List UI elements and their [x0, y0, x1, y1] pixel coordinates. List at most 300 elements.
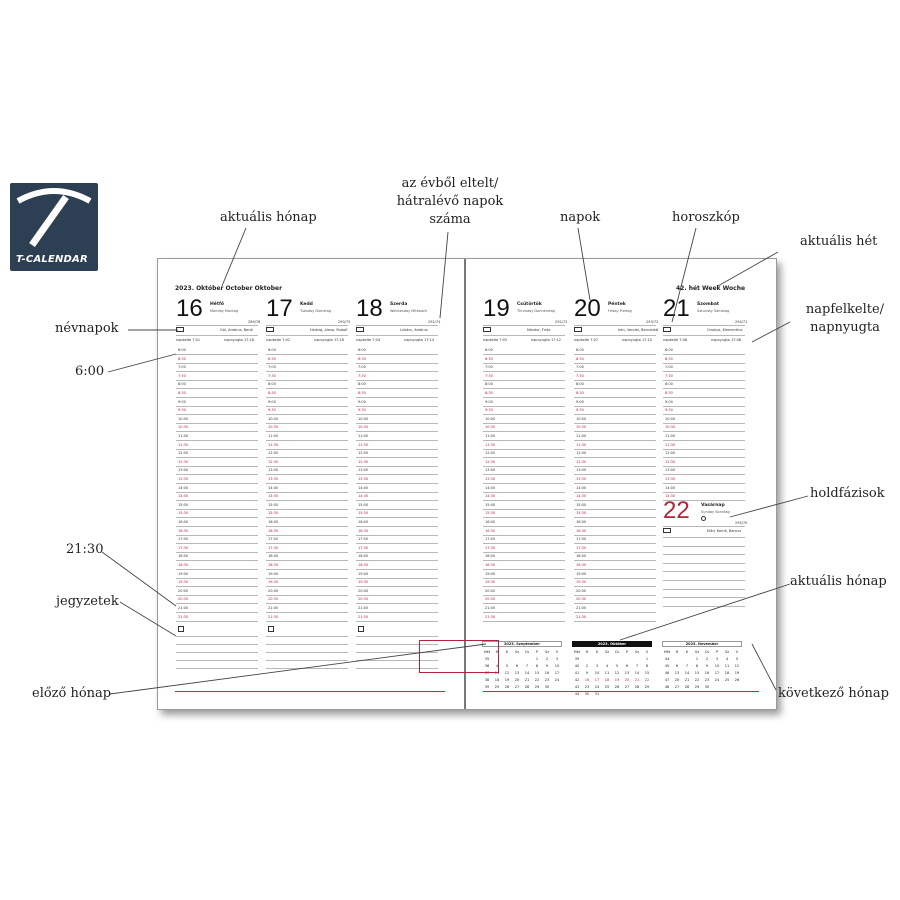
hour-label: 15:30: [358, 511, 369, 516]
hour-label: 8:00: [178, 382, 186, 387]
mini-calendar-day[interactable]: 30: [704, 685, 710, 689]
mini-calendar-day[interactable]: 12: [614, 671, 620, 675]
label-aktualis-honap: aktuális hónap: [220, 210, 317, 225]
mini-calendar-day[interactable]: 47: [664, 678, 670, 682]
mini-calendar-day[interactable]: 41: [574, 671, 580, 675]
mini-calendar-day[interactable]: 35: [484, 657, 490, 661]
label-napfelkelte-1: napfelkelte/: [805, 302, 885, 317]
hour-label: 10:30: [268, 425, 279, 430]
logo-text: T-CALENDAR: [16, 254, 88, 265]
label-aktualis-honap-2: aktuális hónap: [790, 574, 887, 589]
hour-label: 21:30: [576, 614, 587, 619]
mini-calendar-day[interactable]: 23: [544, 678, 550, 682]
hour-label: 14:30: [178, 494, 189, 499]
hour-label: 13:30: [485, 477, 496, 481]
mini-calendar-day[interactable]: 5: [735, 657, 739, 661]
mini-calendar-day[interactable]: 5: [615, 664, 619, 668]
hour-label: 12:00: [485, 451, 496, 456]
mini-calendar-day[interactable]: 18: [604, 678, 610, 682]
hour-label: 11:00: [576, 434, 587, 438]
hour-label: 12:30: [485, 459, 496, 464]
mini-calendar-day[interactable]: 14: [684, 671, 690, 675]
mini-calendar-weekday: Hét: [573, 650, 581, 654]
hour-label: 7:30: [268, 373, 276, 378]
hour-label: 12:00: [358, 451, 369, 456]
hour-label: 18:00: [358, 554, 369, 559]
leader-jegyzetek: [120, 602, 176, 636]
day-count: 292/73: [555, 320, 568, 324]
hour-label: 11:00: [485, 434, 496, 438]
hour-label: 8:30: [576, 391, 584, 395]
day-number: 20: [574, 295, 601, 322]
label-6-00: 6:00: [75, 364, 105, 379]
mini-calendar-day[interactable]: 13: [624, 671, 630, 675]
sunset: napnyugta 17:10: [622, 338, 653, 342]
day-name-translation: Wednesday Mittwoch: [390, 309, 428, 313]
mini-calendar-day[interactable]: 2: [545, 657, 549, 661]
hour-label: 15:00: [576, 502, 587, 507]
mini-calendar-day[interactable]: 42: [574, 678, 580, 682]
hour-label: 19:00: [268, 571, 279, 576]
hour-label: 9:00: [178, 399, 186, 404]
hour-label: 18:30: [268, 563, 279, 567]
hour-label: 8:00: [665, 382, 673, 387]
hour-label: 6:30: [665, 356, 673, 361]
label-napok: napok: [560, 210, 601, 225]
label-kovetkezo-honap: következő hónap: [778, 686, 889, 701]
hour-label: 7:00: [665, 365, 673, 370]
mini-calendar-title: 2023. November: [662, 641, 742, 647]
hour-label: 8:30: [665, 391, 673, 395]
hour-label: 10:30: [576, 425, 587, 430]
hour-label: 11:00: [178, 434, 189, 438]
mini-calendar-day[interactable]: 37: [484, 671, 490, 675]
hour-label: 18:30: [485, 563, 496, 567]
mini-calendar-day[interactable]: 30: [544, 685, 550, 689]
hour-label: 6:00: [576, 348, 584, 352]
mini-calendar-day[interactable]: 5: [505, 664, 509, 668]
name-days: Lukács, Ambrus: [400, 328, 428, 332]
hour-label: 12:00: [178, 451, 189, 456]
hour-label: 16:00: [268, 520, 279, 524]
hour-label: 16:30: [178, 528, 189, 533]
hour-label: 20:30: [268, 597, 279, 602]
hour-label: 18:30: [178, 563, 189, 567]
mini-calendar-weekday: K: [685, 650, 689, 654]
day-name-translation: Saturday Samstag: [697, 309, 730, 313]
hour-label: 19:00: [485, 571, 496, 576]
mini-calendar-day[interactable]: 8: [645, 664, 649, 668]
day-name-translation: Tuesday Dienstag: [300, 309, 331, 313]
hour-label: 8:00: [358, 382, 366, 387]
label-jegyzetek: jegyzetek: [56, 594, 119, 609]
mini-calendar-weekday: V: [555, 650, 559, 654]
sunday-name: Vasárnap: [701, 503, 725, 508]
day-count: 289/76: [248, 320, 261, 324]
mini-calendar-day[interactable]: 27: [514, 685, 520, 689]
mini-calendar-day[interactable]: 9: [585, 671, 589, 675]
mini-calendar-day[interactable]: 11: [494, 671, 500, 675]
mini-calendar-day[interactable]: 21: [524, 678, 530, 682]
hour-label: 16:00: [358, 520, 369, 524]
label-elozo-honap: előző hónap: [32, 686, 112, 701]
hour-label: 15:30: [485, 511, 496, 516]
mini-calendar-day[interactable]: 24: [594, 685, 600, 689]
label-evbol-2: hátralévő napok: [396, 194, 504, 209]
mini-calendar-day[interactable]: 18: [724, 671, 730, 675]
hour-label: 7:30: [358, 373, 366, 378]
mini-calendar-day[interactable]: 17: [594, 678, 600, 682]
mini-calendar-day[interactable]: 3: [715, 657, 719, 661]
sunrise: napkelte 7:01: [176, 338, 201, 342]
hour-label: 6:30: [268, 356, 276, 361]
hour-label: 14:00: [485, 485, 496, 490]
mini-calendar-day[interactable]: 29: [694, 685, 700, 689]
day-number: 16: [176, 295, 203, 322]
mini-calendar-day[interactable]: 13: [674, 671, 680, 675]
mini-calendar-day[interactable]: 1: [645, 657, 649, 661]
mini-calendar-day[interactable]: 17: [714, 671, 720, 675]
mini-calendar-day[interactable]: 38: [484, 678, 490, 682]
mini-calendar-day[interactable]: 26: [614, 685, 620, 689]
hour-label: 15:00: [178, 502, 189, 507]
hour-label: 9:00: [576, 399, 584, 404]
hour-label: 10:00: [358, 416, 369, 421]
mini-calendar-day[interactable]: 4: [605, 664, 609, 668]
hour-label: 20:30: [358, 597, 369, 602]
mini-calendar-day[interactable]: 17: [554, 671, 560, 675]
name-days: Gál, Ambrus, Benő: [220, 328, 253, 332]
hour-label: 8:30: [268, 391, 276, 395]
hour-label: 21:00: [178, 606, 189, 610]
day-name: Csütörtök: [517, 302, 542, 307]
hour-label: 11:00: [358, 434, 369, 438]
mini-calendar-day[interactable]: 16: [584, 678, 590, 682]
mini-calendar-day[interactable]: 9: [705, 664, 709, 668]
mini-calendar-weekday: Cs: [704, 650, 710, 654]
mini-calendar-day[interactable]: 26: [504, 685, 510, 689]
mini-calendar-day[interactable]: 7: [685, 664, 689, 668]
hour-label: 7:00: [576, 365, 584, 370]
mini-calendar-weekday: Cs: [524, 650, 530, 654]
mini-calendar-weekday: P: [715, 650, 719, 654]
hour-label: 16:00: [485, 520, 496, 524]
mini-calendar-day[interactable]: 2: [705, 657, 709, 661]
hour-label: 14:00: [178, 485, 189, 490]
mini-calendar-day[interactable]: 7: [525, 664, 529, 668]
hour-label: 7:30: [665, 373, 673, 378]
hour-label: 10:00: [268, 416, 279, 421]
mini-calendar-day[interactable]: 19: [614, 678, 620, 682]
hour-label: 11:30: [268, 442, 279, 447]
mini-calendar-day[interactable]: 14: [524, 671, 530, 675]
hour-label: 14:00: [268, 485, 279, 490]
mini-calendar-weekday: K: [595, 650, 599, 654]
day-number: 17: [266, 295, 293, 322]
hour-label: 21:30: [178, 614, 189, 619]
hour-label: 13:00: [485, 468, 496, 473]
sunday-count: 295/70: [735, 521, 748, 525]
mini-calendar-day[interactable]: 22: [694, 678, 700, 682]
day-name: Péntek: [608, 302, 626, 307]
leader-aktualis-het: [718, 252, 778, 286]
mini-calendar-day[interactable]: 39: [574, 657, 580, 661]
hour-label: 17:00: [268, 537, 279, 542]
hour-label: 6:30: [485, 356, 493, 361]
hour-label: 6:00: [268, 348, 276, 352]
mini-calendar-day[interactable]: 28: [524, 685, 530, 689]
hour-label: 16:30: [358, 528, 369, 533]
mini-calendar-day[interactable]: 16: [544, 671, 550, 675]
hour-label: 17:00: [576, 537, 587, 542]
label-evbol-1: az évből eltelt/: [401, 176, 499, 191]
mini-calendar-day[interactable]: 23: [584, 685, 590, 689]
hour-label: 17:00: [485, 537, 496, 542]
mini-calendar-day[interactable]: 31: [594, 692, 600, 696]
label-napfelkelte-2: napnyugta: [810, 320, 880, 335]
hour-label: 20:30: [485, 597, 496, 602]
leader-aktualis-honap: [222, 228, 246, 286]
mini-calendar-day[interactable]: 19: [504, 678, 510, 682]
label-nevnapok: névnapok: [55, 321, 119, 336]
mini-calendar-day[interactable]: 44: [574, 692, 580, 696]
hour-label: 18:00: [268, 554, 279, 559]
hour-label: 17:30: [576, 545, 587, 550]
mini-calendar-day[interactable]: 6: [625, 664, 629, 668]
leader-evbol: [440, 232, 448, 318]
mini-calendar-day[interactable]: 18: [494, 678, 500, 682]
mini-calendar-weekday: Sz: [604, 650, 610, 654]
mini-calendar-day[interactable]: 4: [725, 657, 729, 661]
day-number: 21: [663, 295, 690, 322]
mini-calendar-day[interactable]: 30: [584, 692, 590, 696]
mini-calendar-weekday: Hét: [483, 650, 491, 654]
hour-label: 10:00: [178, 416, 189, 421]
label-holdfazisok: holdfázisok: [810, 486, 885, 501]
mini-calendar-day[interactable]: 19: [734, 671, 740, 675]
hour-label: 12:30: [576, 459, 587, 464]
label-evbol-3: száma: [429, 212, 471, 227]
hour-label: 6:30: [358, 356, 366, 361]
mini-calendar-day[interactable]: 12: [734, 664, 740, 668]
hour-label: 12:00: [665, 451, 676, 456]
leader-holdfazisok: [730, 496, 808, 517]
mini-calendar-day[interactable]: 22: [534, 678, 540, 682]
hour-label: 11:30: [485, 442, 496, 447]
hour-label: 16:30: [485, 528, 496, 533]
leader-napok: [578, 228, 590, 300]
hour-label: 6:30: [576, 356, 584, 361]
mini-calendar-day[interactable]: 46: [664, 671, 670, 675]
mini-calendar-day[interactable]: 10: [714, 664, 720, 668]
sunset: napnyugta 17:08: [711, 338, 742, 342]
hour-label: 9:30: [178, 408, 186, 413]
hour-label: 18:30: [576, 563, 587, 567]
mini-calendar-weekday: P: [625, 650, 629, 654]
hour-label: 6:00: [178, 348, 186, 352]
mini-calendar-day[interactable]: 29: [644, 685, 650, 689]
hour-label: 7:00: [268, 365, 276, 370]
hour-label: 6:00: [665, 348, 673, 352]
mini-calendar-day[interactable]: 24: [714, 678, 720, 682]
mini-calendar-day[interactable]: 15: [694, 671, 700, 675]
hour-label: 15:00: [485, 502, 496, 507]
hour-label: 9:30: [358, 408, 366, 413]
mini-calendar-day[interactable]: 24: [554, 678, 560, 682]
mini-calendar-day[interactable]: 3: [555, 657, 559, 661]
hour-label: 11:30: [576, 442, 587, 447]
mini-calendar-day[interactable]: 45: [664, 664, 670, 668]
hour-label: 18:00: [576, 554, 587, 559]
day-name: Hétfő: [210, 302, 225, 307]
mini-calendar-day[interactable]: 40: [574, 664, 580, 668]
hour-label: 20:30: [178, 597, 189, 602]
mini-calendar-day[interactable]: 6: [675, 664, 679, 668]
leader-napfelkelte: [752, 322, 790, 342]
hour-label: 10:30: [485, 425, 496, 430]
mini-calendar-day[interactable]: 44: [664, 657, 670, 661]
mini-calendar-day[interactable]: 1: [535, 657, 539, 661]
hour-label: 21:30: [358, 614, 369, 619]
mini-calendar-day[interactable]: 23: [704, 678, 710, 682]
hour-label: 19:30: [178, 580, 189, 585]
mini-calendar-day[interactable]: 11: [724, 664, 730, 668]
name-days: Orsolya, Klementina: [707, 328, 743, 332]
mini-calendar-day[interactable]: 26: [734, 678, 740, 682]
hour-label: 14:00: [576, 485, 587, 490]
hour-label: 13:00: [268, 468, 279, 473]
hour-label: 14:00: [665, 485, 676, 490]
mini-calendar-day[interactable]: 25: [604, 685, 610, 689]
mini-calendar-day[interactable]: 14: [634, 671, 640, 675]
name-days: Hedvig, Alexa, Rudolf: [310, 328, 348, 332]
mini-calendar-day[interactable]: 25: [494, 685, 500, 689]
mini-calendar-day[interactable]: 13: [514, 671, 520, 675]
sunset: napnyugta 17:12: [531, 338, 562, 342]
mini-calendar-day[interactable]: 28: [684, 685, 690, 689]
hour-label: 7:00: [178, 365, 186, 370]
mini-calendar-day[interactable]: 4: [495, 664, 499, 668]
mini-calendar-day[interactable]: 20: [674, 678, 680, 682]
mini-calendar-day[interactable]: 43: [574, 685, 580, 689]
hour-label: 17:00: [178, 537, 189, 542]
mini-calendar-title: 2023. Október: [572, 641, 652, 647]
mini-calendar-day[interactable]: 21: [634, 678, 640, 682]
hour-label: 17:30: [268, 545, 279, 550]
label-aktualis-het: aktuális hét: [800, 234, 878, 249]
hour-label: 15:00: [358, 502, 369, 507]
hour-label: 8:00: [268, 382, 276, 387]
mini-calendar-day[interactable]: 15: [644, 671, 650, 675]
hour-label: 14:00: [358, 485, 369, 490]
day-count: 290/75: [338, 320, 351, 324]
sunday-number: 22: [663, 497, 690, 524]
sunset: napnyugta 17:14: [404, 338, 435, 342]
mini-calendar-day[interactable]: 9: [545, 664, 549, 668]
mini-calendar-day[interactable]: 29: [534, 685, 540, 689]
hour-label: 9:00: [268, 399, 276, 404]
mini-calendar-day[interactable]: 10: [594, 671, 600, 675]
hour-label: 12:30: [358, 459, 369, 464]
hour-label: 7:30: [178, 373, 186, 378]
hour-label: 15:30: [178, 511, 189, 516]
hour-label: 10:00: [576, 416, 587, 421]
mini-calendar-day[interactable]: 8: [695, 664, 699, 668]
hour-label: 10:30: [178, 425, 189, 430]
hour-label: 12:00: [576, 451, 587, 456]
hour-label: 13:30: [576, 477, 587, 481]
mini-calendar-day[interactable]: 12: [504, 671, 510, 675]
hour-label: 20:00: [268, 588, 279, 593]
sunrise: napkelte 7:08: [663, 338, 688, 342]
hour-label: 21:00: [268, 606, 279, 610]
mini-calendar-weekday: Hét: [663, 650, 671, 654]
hour-label: 13:00: [665, 468, 676, 473]
hour-label: 10:30: [665, 425, 676, 430]
hour-label: 7:30: [485, 373, 493, 378]
hour-label: 19:00: [178, 571, 189, 576]
mini-calendar-day[interactable]: 36: [484, 664, 490, 668]
mini-calendar-weekday: K: [505, 650, 509, 654]
sunday-name-translation: Sunday Sonntag: [701, 510, 730, 514]
mini-calendar-day[interactable]: 6: [515, 664, 519, 668]
day-number: 19: [483, 295, 510, 322]
mini-calendar-day[interactable]: 3: [595, 664, 599, 668]
mini-calendar-day[interactable]: 20: [514, 678, 520, 682]
mini-calendar-day[interactable]: 20: [624, 678, 630, 682]
mini-calendar-day[interactable]: 27: [624, 685, 630, 689]
mini-calendar-day[interactable]: 11: [604, 671, 610, 675]
mini-calendar-day[interactable]: 27: [674, 685, 680, 689]
mini-calendar-day[interactable]: 1: [695, 657, 699, 661]
mini-calendar-day[interactable]: 22: [644, 678, 650, 682]
hour-label: 19:30: [268, 580, 279, 585]
hour-label: 9:30: [268, 408, 276, 413]
mini-calendar-day[interactable]: 2: [585, 664, 589, 668]
mini-calendar-day[interactable]: 16: [704, 671, 710, 675]
hour-label: 20:30: [576, 597, 587, 602]
mini-calendar-day[interactable]: 48: [664, 685, 670, 689]
mini-calendar-day[interactable]: 7: [635, 664, 639, 668]
hour-label: 14:30: [485, 494, 496, 499]
hour-label: 6:00: [485, 348, 493, 352]
mini-calendar-day[interactable]: 15: [534, 671, 540, 675]
hour-label: 21:30: [268, 614, 279, 619]
mini-calendar-day[interactable]: 8: [535, 664, 539, 668]
hour-label: 17:30: [485, 545, 496, 550]
day-count: 293/72: [646, 320, 659, 324]
sunset: napnyugta 17:16: [314, 338, 345, 342]
hour-label: 8:00: [576, 382, 584, 387]
mini-calendar-day[interactable]: 25: [724, 678, 730, 682]
hour-label: 14:30: [268, 494, 279, 499]
hour-label: 7:00: [485, 365, 493, 370]
hour-label: 12:30: [268, 459, 279, 464]
mini-calendar-weekday: H: [495, 650, 499, 654]
hour-label: 16:00: [576, 520, 587, 524]
mini-calendar-day[interactable]: 39: [484, 685, 490, 689]
hour-label: 20:00: [576, 588, 587, 593]
hour-label: 8:00: [485, 382, 493, 387]
hour-label: 9:00: [485, 399, 493, 404]
mini-calendar-weekday: P: [535, 650, 539, 654]
hour-label: 10:30: [358, 425, 369, 430]
leader-21-30: [102, 552, 176, 606]
mini-calendar-day[interactable]: 10: [554, 664, 560, 668]
hour-label: 19:30: [358, 580, 369, 585]
mini-calendar-day[interactable]: 21: [684, 678, 690, 682]
mini-calendar-day[interactable]: 28: [634, 685, 640, 689]
